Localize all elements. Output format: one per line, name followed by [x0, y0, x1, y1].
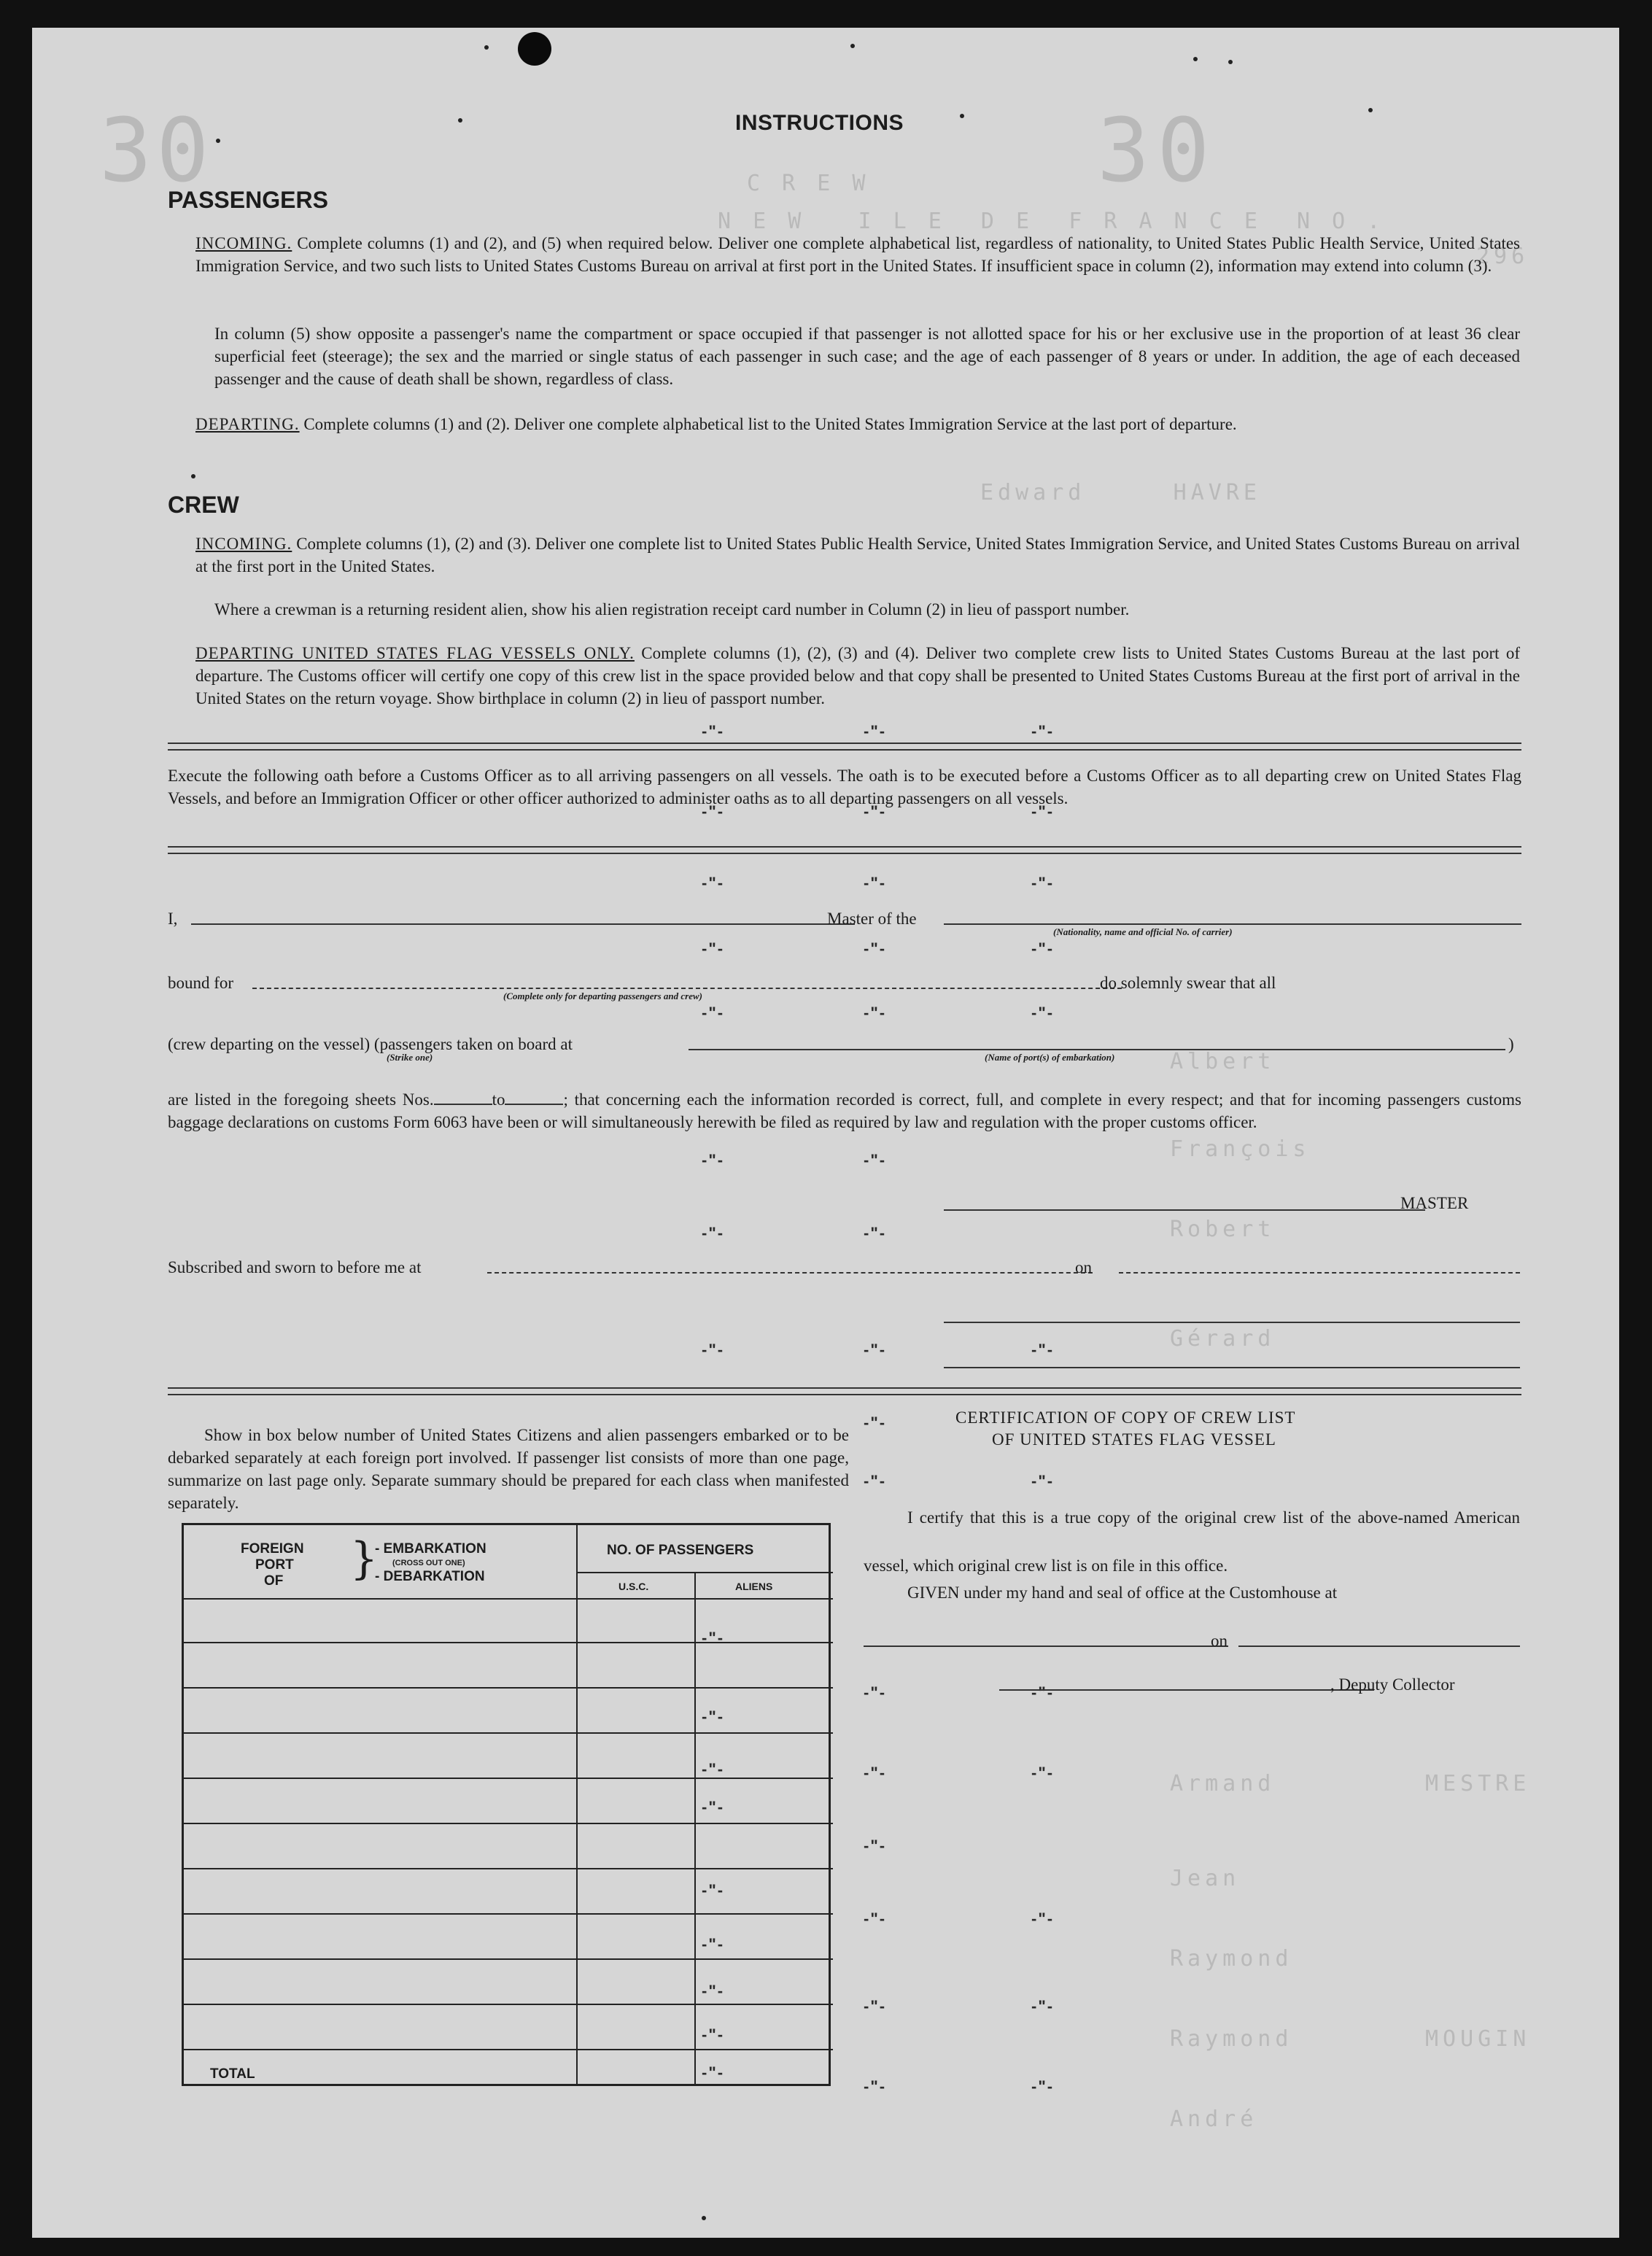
- strike-one-caption: (Strike one): [387, 1052, 433, 1063]
- ditto-mark: -"-: [864, 1341, 887, 1359]
- ditto-mark: -"-: [864, 1683, 887, 1702]
- ditto-mark: -"-: [702, 2026, 725, 2044]
- bound-for-field[interactable]: [252, 988, 1122, 989]
- close-paren: ): [1508, 1035, 1514, 1053]
- document-page: 30 30 C R E W N E W I L E D E F R A N C E N O . 296 Edward HAVRE Albert François Robert Gérard Armand Jean Raymond Raymond André MESTRE MOUGIN INSTRUCTIONS PASSENGERS INCOMING. Complete columns (1) and (2), and (5) when required below. Deliver one complete alphabetical list, regardless of nationality, to United States Public Health Service, United States Immigration Service, and two such lists to United States Customs Bureau on arrival at first port in the United States. If insufficient space in column (2), information may extend into column (3). In column (5) show opposite a passenger's name the compartment or space occupied if that passenger is not allotted space for his or her exclusive use in the proportion of at least 36 clear superficial feet (steerage); the sex and the married or single status of each passenger in such case; and the age of each passenger of 8 years or under. In addition, the age of each deceased passenger and the cause of death shall be shown, regardless of class. DEPARTING. Complete columns (1) and (2). Deliver one complete alphabetical list to the United States Immigration Service at the last port of departure. CREW INCOMING. Complete columns (1), (2) and (3). Deliver one complete list to United States Public Health Service, United States Immigration Service, and United States Customs Bureau on arrival at the first port in the United States. Where a crewman is a returning resident alien, show his alien registration receipt card number in Column (2) in lieu of passport number. DEPARTING UNITED STATES FLAG VESSELS ONLY. Complete columns (1), (2), (3) and (4). Deliver two complete crew lists to United States Customs Bureau at the last port of departure. The Customs officer will certify one copy of this crew list in the space provided below and that copy shall be presented to United States Customs Bureau at the first port of arrival in the United States on the return voyage. Show birthplace in column (2) in lieu of passport number. Execute the following oath before a Customs Officer as to all arriving passengers on all vessels. The oath is to be executed before a Customs Officer as to all departing crew on United States Flag Vessels, and before an Immigration Officer or other officer authorized to administer oaths as to all departing passengers on all vessels. I, Master of the (Nationality, name and official No. of carrier) bound for (Complete only for departing passengers and crew) do solemnly swear that all (crew departing on the vessel) (passengers taken on board at ) (Strike one) (Name of port(s) of embarkation) are listed in the foregoing sheets Nos. to ; that concerning each the information recorded is correct, full, and complete in every respect; and that for incoming passengers customs baggage declarations on customs Form 6063 have been or will simultaneously herewith be filed as required by law and regulation with the proper customs officer. MASTER Subscribed and sworn to before me at on -"- -"- -"- -"- -"- -"- -"- -"- -"- -"- -"- -"- -"- -"- -"- -"- -"- -"- -"- -"- -"- -"- -"- -"- -"- -"- -"- -"- -"- -"- -"- -"- -"- -"- -"- -"- Show in box below number of United States Citizens and alien passengers embarked or to be debarked separately at each foreign port involved. If passenger list consists of more than one page, summarize on last page only. Separate summary should be prepared for each class when manifested separately. FOREIGN PORT OF } - EMBARKATION (CROSS OUT ONE) - DEBARKATION NO. OF PASSENGERS U.S.C. ALIENS TOTAL -"- -"- -"- -"- -"- -"- -"- -"- -"- CERTIFICATION OF COPY OF CREW LIST OF UNITED STATES FLAG VESSEL I certify that this is a true copy of the original crew list of the above-named American vessel, which original crew list is on file in this office. GIVEN under my hand and seal of office at the Customhouse at on , Deputy Collector: [32, 28, 1619, 2238]
- ditto-mark: -"-: [864, 1837, 887, 1855]
- carrier-field[interactable]: [944, 923, 1521, 925]
- passenger-summary-table: [182, 1523, 831, 2086]
- cert-date-field[interactable]: [1238, 1646, 1520, 1647]
- ditto-mark: -"-: [1031, 1472, 1055, 1490]
- ditto-mark: -"-: [1031, 1341, 1055, 1359]
- ditto-mark: -"-: [1031, 1683, 1055, 1702]
- ditto-mark: -"-: [864, 1224, 887, 1242]
- embarkation-ports-field[interactable]: [689, 1049, 1505, 1050]
- ditto-mark: -"-: [702, 1935, 725, 1953]
- solemnly-swear-label: do solemnly swear that all: [1100, 974, 1276, 992]
- crew-departing-label: DEPARTING UNITED STATES FLAG VESSELS ONLY.: [195, 644, 635, 662]
- punch-hole: [518, 32, 551, 66]
- given-paragraph: GIVEN under my hand and seal of office at the Customhouse at: [907, 1584, 1338, 1602]
- sheets-paragraph: are listed in the foregoing sheets Nos. to ; that concerning each the information recorded is correct, full, and complete in every respect; and that for incoming passengers customs baggage declarations on customs Form 6063 have been or will simultaneously herewith be filed as required by law and regulation with the proper customs officer.: [168, 1090, 1521, 1131]
- ditto-mark: -"-: [864, 1004, 887, 1022]
- sworn-on-label: on: [1075, 1258, 1092, 1276]
- ditto-mark: -"-: [864, 1910, 887, 1928]
- crew-departing-text: Complete columns (1), (2), (3) and (4). Deliver two complete crew lists to United States Customs Bureau at the last port of departure. The Customs officer will certify one copy of this crew list in the space provided below and that copy shall be presented to United States Customs Bureau at the first port of arrival in the United States on the return voyage. Show birthplace in column (2) in lieu of passport number.: [195, 644, 1521, 708]
- total-label: TOTAL: [210, 2066, 255, 2082]
- ditto-mark: -"-: [1031, 1764, 1055, 1782]
- brace-icon: }: [350, 1533, 379, 1584]
- ditto-mark: -"-: [702, 1151, 725, 1169]
- crew-passengers-label: (crew departing on the vessel) (passengers taken on board at: [168, 1035, 573, 1053]
- master-signature-field[interactable]: [944, 1209, 1425, 1211]
- ditto-mark: -"-: [864, 1151, 887, 1169]
- passengers-departing-text: Complete columns (1) and (2). Deliver one complete alphabetical list to the United States Immigration Service at the last port of departure.: [303, 415, 1237, 433]
- passengers-incoming-paragraph: [195, 232, 1520, 277]
- ditto-mark: -"-: [1031, 874, 1055, 892]
- certification-heading-1: CERTIFICATION OF COPY OF CREW LIST: [955, 1408, 1296, 1427]
- certification-heading-2: OF UNITED STATES FLAG VESSEL: [992, 1430, 1276, 1449]
- summary-instructions: Show in box below number of United States Citizens and alien passengers embarked or to be debarked separately at each foreign port involved. If passenger list consists of more than one page, summarize on last page only. Separate summary should be prepared for each class when manifested separately.: [168, 1426, 849, 1512]
- officer-signature-field-1[interactable]: [944, 1322, 1520, 1323]
- passengers-incoming-label: INCOMING.: [195, 234, 292, 252]
- crew-heading: CREW: [168, 492, 239, 518]
- crew-incoming-paragraph: [195, 532, 1520, 578]
- ditto-mark: -"-: [702, 2063, 725, 2082]
- ditto-mark: -"-: [702, 1707, 725, 1726]
- ditto-mark: -"-: [1031, 1997, 1055, 2015]
- oath-instructions: Execute the following oath before a Customs Officer as to all arriving passengers on all vessels. The oath is to be executed before a Customs Officer as to all departing crew on United States Flag Vessels, and before an Immigration Officer or other officer authorized to administer oaths as to all departing passengers on all vessels.: [168, 767, 1521, 807]
- ditto-mark: -"-: [864, 1764, 887, 1782]
- ditto-mark: -"-: [1031, 2077, 1055, 2096]
- certify-paragraph: I certify that this is a true copy of the original crew list of the above-named American vessel, which original crew list is on file in this office.: [864, 1508, 1520, 1575]
- deputy-collector-signature-field[interactable]: [999, 1689, 1374, 1691]
- debarkation-label: - DEBARKATION: [375, 1569, 485, 1584]
- ditto-mark: -"-: [702, 722, 725, 740]
- sworn-place-field[interactable]: [487, 1272, 1093, 1274]
- ditto-mark: -"-: [1031, 722, 1055, 740]
- sheet-to-field[interactable]: [505, 1089, 563, 1105]
- ditto-mark: -"-: [1031, 939, 1055, 958]
- passengers-departing-label: DEPARTING.: [195, 415, 300, 433]
- ditto-mark: -"-: [702, 1798, 725, 1816]
- customhouse-field[interactable]: [864, 1646, 1228, 1647]
- ditto-mark: -"-: [864, 939, 887, 958]
- oath-i-label: I,: [168, 910, 178, 928]
- crew-departing-paragraph: [195, 642, 1520, 710]
- sworn-date-field[interactable]: [1119, 1272, 1520, 1274]
- page-title: INSTRUCTIONS: [735, 111, 904, 135]
- master-label: MASTER: [1400, 1194, 1469, 1212]
- passengers-incoming-text: Complete columns (1) and (2), and (5) when required below. Deliver one complete alphabetical list, regardless of nationality, to United States Public Health Service, United States Immigration Service, and two such lists to United States Customs Bureau on arrival at first port in the United States. If insufficient space in column (2), information may extend into column (3).: [195, 234, 1521, 275]
- master-name-field[interactable]: [191, 923, 855, 925]
- no-of-passengers-label: NO. OF PASSENGERS: [607, 1543, 754, 1558]
- ditto-mark: -"-: [702, 1881, 725, 1899]
- ditto-mark: -"-: [702, 1629, 725, 1647]
- crew-incoming-text: Complete columns (1), (2) and (3). Deliver one complete list to United States Public Health Service, United States Immigration Service, and United States Customs Bureau on arrival at the first port in the United States.: [195, 535, 1521, 575]
- usc-label: U.S.C.: [618, 1581, 649, 1592]
- crew-incoming-label: INCOMING.: [195, 535, 292, 553]
- ports-caption: (Name of port(s) of embarkation): [985, 1052, 1115, 1063]
- divider: [168, 846, 1521, 854]
- divider: [168, 743, 1521, 751]
- passengers-departing-paragraph: [195, 413, 1520, 435]
- cert-on-label: on: [1211, 1632, 1228, 1650]
- ditto-mark: -"-: [702, 1224, 725, 1242]
- ditto-mark: -"-: [864, 1997, 887, 2015]
- carrier-caption: (Nationality, name and official No. of carrier): [1053, 926, 1233, 937]
- port-label: PORT: [255, 1557, 294, 1573]
- passengers-column5-paragraph: In column (5) show opposite a passenger's name the compartment or space occupied if that passenger is not allotted space for his or her exclusive use in the proportion of at least 36 clear superficial feet (steerage); the sex and the married or single status of each passenger in such case; and the age of each passenger of 8 years or under. In addition, the age of each deceased passenger and the cause of death shall be shown, regardless of class.: [214, 325, 1520, 388]
- bound-for-label: bound for: [168, 974, 234, 992]
- departing-caption: (Complete only for departing passengers and crew): [503, 991, 702, 1001]
- ditto-mark: -"-: [864, 802, 887, 821]
- foreign-label: FOREIGN: [241, 1541, 304, 1557]
- deputy-collector-label: , Deputy Collector: [1330, 1675, 1455, 1694]
- of-label: OF: [264, 1573, 284, 1589]
- ditto-mark: -"-: [702, 1341, 725, 1359]
- ditto-mark: -"-: [1031, 802, 1055, 821]
- embarkation-label: - EMBARKATION: [375, 1541, 486, 1557]
- ditto-mark: -"-: [1031, 1004, 1055, 1022]
- ditto-mark: -"-: [864, 722, 887, 740]
- master-of-the-label: Master of the: [827, 910, 917, 928]
- divider: [168, 1387, 1521, 1395]
- cross-out-label: (CROSS OUT ONE): [392, 1559, 465, 1567]
- passengers-heading: PASSENGERS: [168, 187, 328, 213]
- ditto-mark: -"-: [702, 1760, 725, 1778]
- ditto-mark: -"-: [864, 1472, 887, 1490]
- ditto-mark: -"-: [702, 1004, 725, 1022]
- sheet-from-field[interactable]: [434, 1089, 492, 1105]
- officer-signature-field-2[interactable]: [944, 1367, 1520, 1368]
- ditto-mark: -"-: [702, 1982, 725, 2000]
- ditto-mark: -"-: [864, 874, 887, 892]
- subscribed-label: Subscribed and sworn to before me at: [168, 1258, 422, 1276]
- ditto-mark: -"-: [702, 939, 725, 958]
- aliens-label: ALIENS: [735, 1581, 773, 1592]
- ditto-mark: -"-: [864, 1414, 887, 1432]
- ditto-mark: -"-: [1031, 1910, 1055, 1928]
- ditto-mark: -"-: [702, 874, 725, 892]
- ditto-mark: -"-: [864, 2077, 887, 2096]
- crew-resident-alien-paragraph: Where a crewman is a returning resident alien, show his alien registration receipt card number in Column (2) in lieu of passport number.: [214, 600, 1130, 619]
- ditto-mark: -"-: [702, 802, 725, 821]
